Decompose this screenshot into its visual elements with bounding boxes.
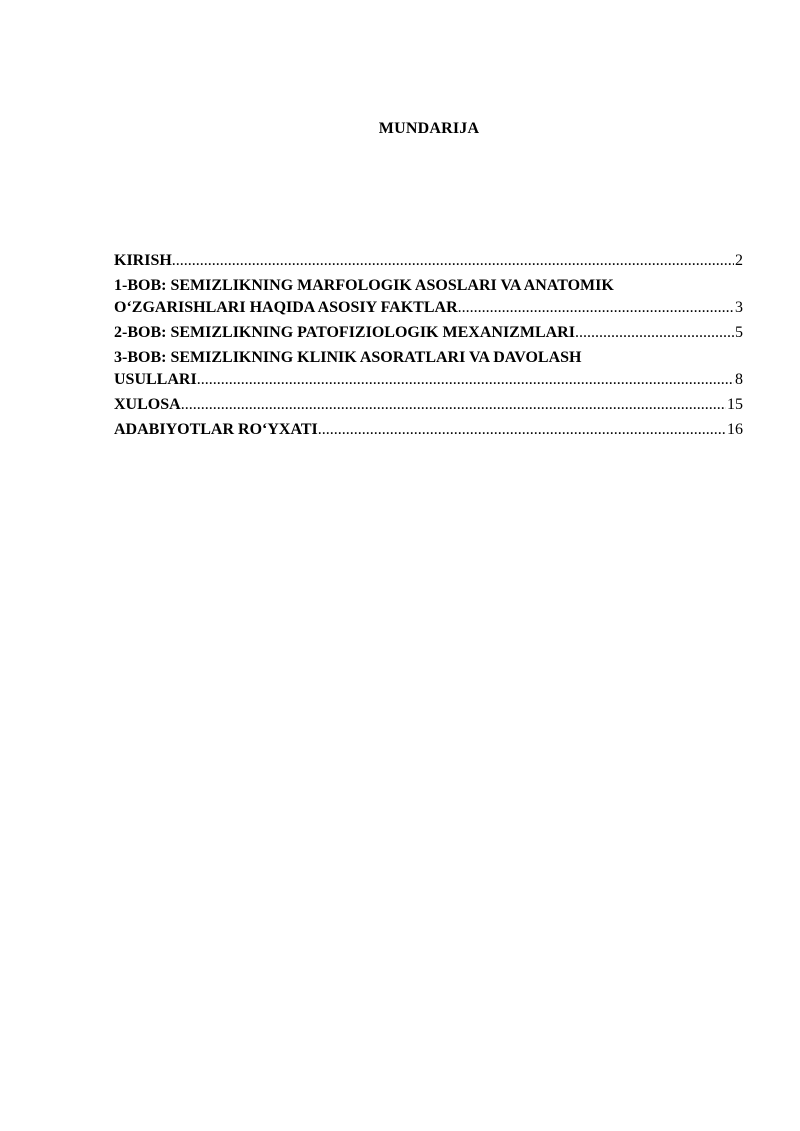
toc-entry-bob-1[interactable] (114, 275, 743, 319)
toc-page-number: 3 (735, 299, 743, 316)
toc-entry-label: 2-BOB: SEMIZLIKNING PATOFIZIOLOGIK MEXANIZMLARI (114, 324, 575, 341)
toc-entry-bob-3[interactable] (114, 347, 743, 391)
toc-dot-leader (181, 394, 726, 416)
toc-entry-xulosa[interactable] (114, 394, 743, 416)
toc-page-number: 2 (735, 252, 743, 269)
table-of-contents (114, 250, 743, 444)
toc-dot-leader (172, 250, 734, 272)
toc-entry-label: ADABIYOTLAR RO‘YXATI (114, 421, 318, 438)
toc-page-number: 8 (735, 371, 743, 388)
toc-dot-leader (197, 369, 734, 391)
toc-entry-kirish[interactable] (114, 250, 743, 272)
toc-entry-bob-2[interactable] (114, 322, 743, 344)
toc-dot-leader (318, 419, 726, 441)
toc-page-number: 16 (727, 421, 743, 438)
toc-page-number: 5 (735, 324, 743, 341)
toc-entry-label: KIRISH (114, 252, 172, 269)
toc-entry-adabiyotlar[interactable] (114, 419, 743, 441)
toc-entry-label-line1: 1-BOB: SEMIZLIKNING MARFOLOGIK ASOSLARI VA ANATOMIK (114, 277, 614, 294)
toc-dot-leader (458, 297, 734, 319)
toc-title: MUNDARIJA (378, 120, 480, 137)
toc-entry-label-line1: 3-BOB: SEMIZLIKNING KLINIK ASORATLARI VA DAVOLASH (114, 349, 582, 366)
toc-entry-label: XULOSA (114, 396, 181, 413)
toc-entry-label-line2: O‘ZGARISHLARI HAQIDA ASOSIY FAKTLAR (114, 299, 458, 316)
toc-page-number: 15 (727, 396, 743, 413)
toc-entry-label-line2: USULLARI (114, 371, 197, 388)
toc-dot-leader (575, 322, 734, 344)
